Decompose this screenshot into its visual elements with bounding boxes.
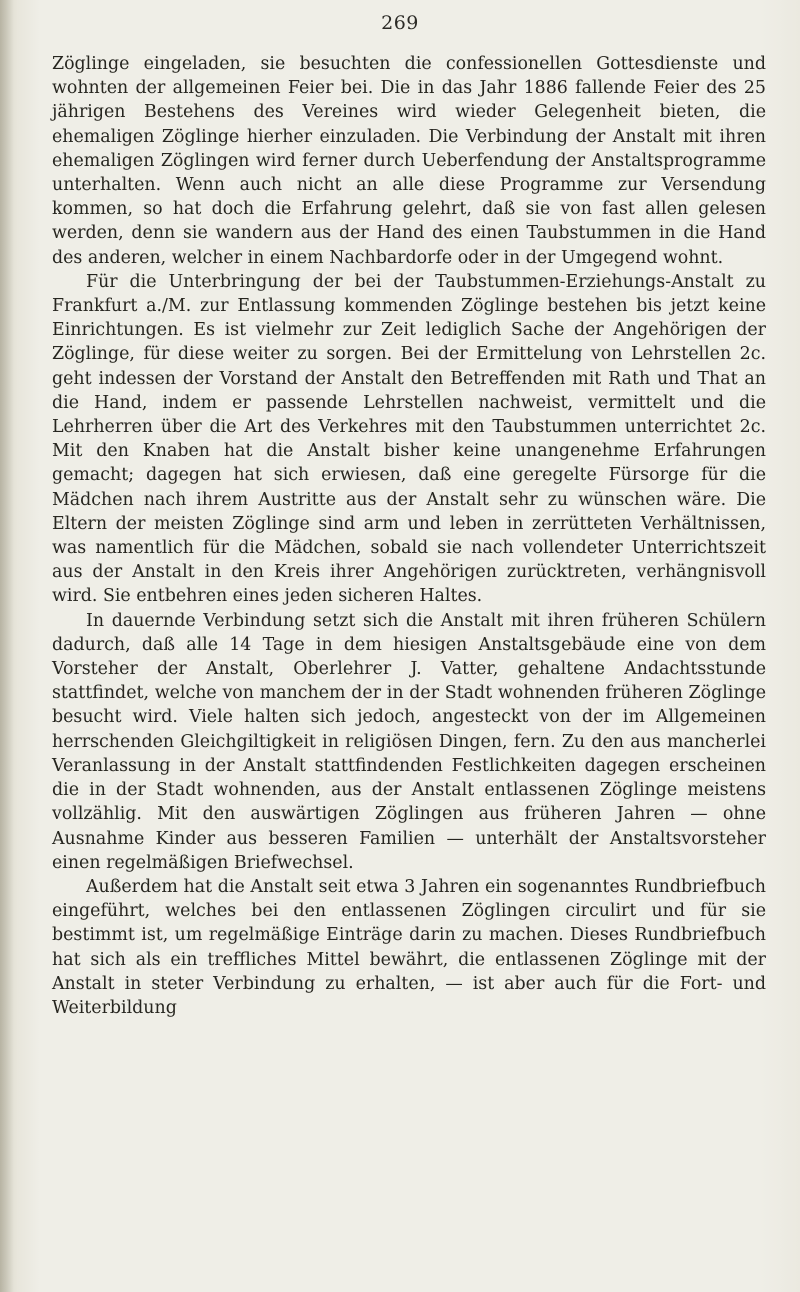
page-gutter-shadow (0, 0, 14, 1292)
body-text (52, 52, 766, 1020)
paragraph-4: Außerdem hat die Anstalt seit etwa 3 Jahren ein sogenanntes Rundbriefbuch eingeführt, welches bei den entlassenen Zöglingen circulirt und für sie bestimmt ist, um regelmäßige Einträge darin zu machen. Dieses Rundbriefbuch hat sich als ein treffliches Mittel bewährt, die entlassenen Zöglinge mit der Anstalt in steter Verbindung zu erhalten, — ist aber auch für die Fort- und Weiterbildung (52, 876, 766, 1018)
paragraph-3: In dauernde Verbindung setzt sich die Anstalt mit ihren früheren Schülern dadurch, daß alle 14 Tage in dem hiesigen Anstaltsgebäude eine von dem Vorsteher der Anstalt, Oberlehrer J. Vatter, gehaltene Andachtsstunde stattfindet, welche von manchem der in der Stadt wohnenden früheren Zöglinge besucht wird. Viele halten sich jedoch, angesteckt von der im Allgemeinen herrschenden Gleichgiltigkeit in religiösen Dingen, fern. Zu den aus mancherlei Veranlassung in der Anstalt stattfindenden Festlichkeiten dagegen erscheinen die in der Stadt wohnenden, aus der Anstalt entlassenen Zöglinge meistens vollzählig. Mit den auswärtigen Zöglingen aus früheren Jahren — ohne Ausnahme Kinder aus besseren Familien — unterhält der Anstaltsvorsteher einen regelmäßigen Briefwechsel. (52, 610, 766, 873)
page-number: 269 (381, 12, 419, 34)
paragraph-2: Für die Unterbringung der bei der Taubstummen-Erziehungs-Anstalt zu Frankfurt a./M. zur Entlassung kommenden Zöglinge bestehen bis jetzt keine Einrichtungen. Es ist vielmehr zur Zeit lediglich Sache der Angehörigen der Zöglinge, für diese weiter zu sorgen. Bei der Ermittelung von Lehrstellen 2c. geht indessen der Vorstand der Anstalt den Betreffenden mit Rath und That an die Hand, indem er passende Lehrstellen nachweist, vermittelt und die Lehrherren über die Art des Verkehres mit den Taubstummen unterrichtet 2c. Mit den Knaben hat die Anstalt bisher keine unangenehme Erfahrungen gemacht; dagegen hat sich erwiesen, daß eine geregelte Fürsorge für die Mädchen nach ihrem Austritte aus der Anstalt sehr zu wünschen wäre. Die Eltern der meisten Zöglinge sind arm und leben in zerrütteten Verhältnissen, was namentlich für die Mädchen, sobald sie nach vollendeter Unterrichtszeit aus der Anstalt in den Kreis ihrer Angehörigen zurücktreten, verhängnisvoll wird. Sie entbehren eines jeden sicheren Haltes. (52, 271, 766, 607)
paragraph-1: Zöglinge eingeladen, sie besuchten die confessionellen Gottesdienste und wohnten der allgemeinen Feier bei. Die in das Jahr 1886 fallende Feier des 25 jährigen Bestehens des Vereines wird wieder Gelegenheit bieten, die ehemaligen Zöglinge hierher einzuladen. Die Verbindung der Anstalt mit ihren ehemaligen Zöglingen wird ferner durch Ueberfendung der Anstaltsprogramme unterhalten. Wenn auch nicht an alle diese Programme zur Versendung kommen, so hat doch die Erfahrung gelehrt, daß sie von fast allen gelesen werden, denn sie wandern aus der Hand des einen Taubstummen in die Hand des anderen, welcher in einem Nachbardorfe oder in der Umgegend wohnt. (52, 54, 766, 268)
